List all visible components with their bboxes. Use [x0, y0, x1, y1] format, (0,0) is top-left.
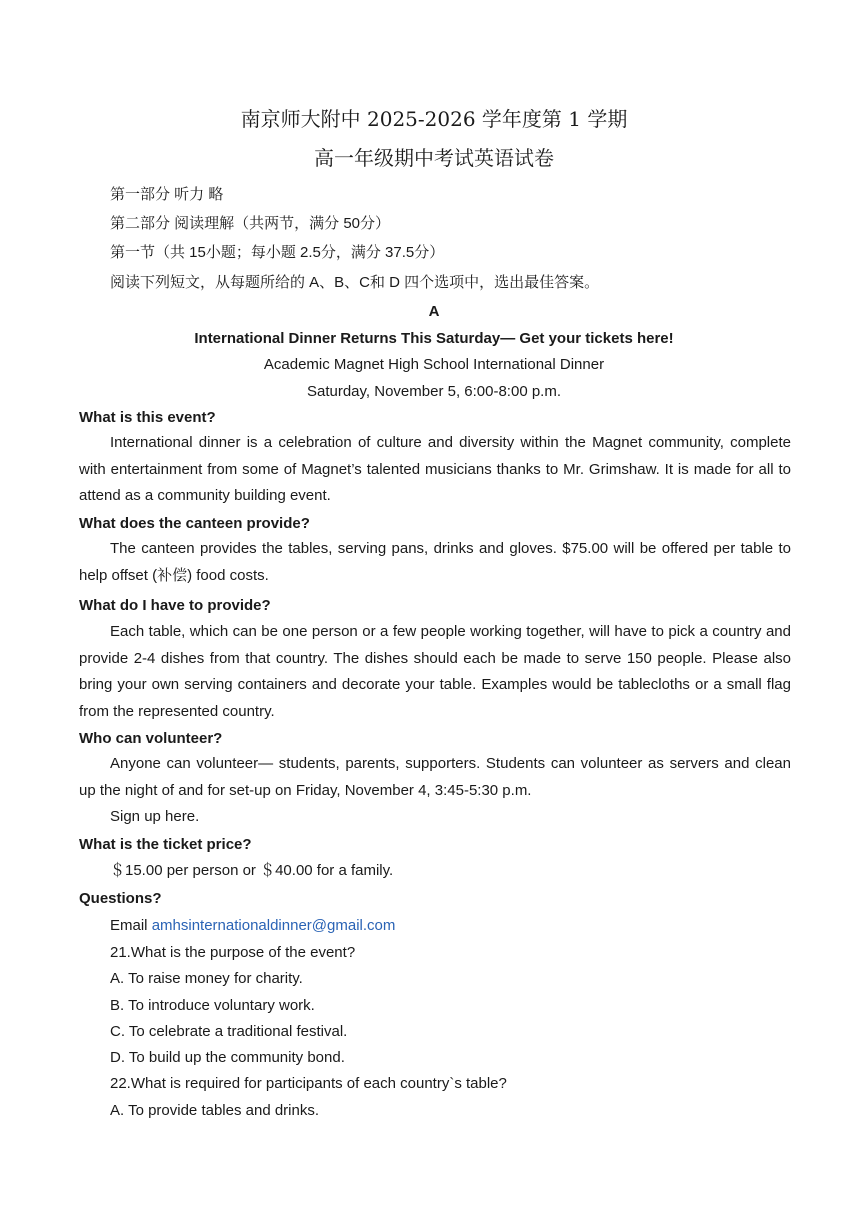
question-option: B. To introduce voluntary work. — [110, 997, 315, 1014]
passage-label: A — [428, 303, 440, 320]
question-option: C. To celebrate a traditional festival. — [110, 1023, 348, 1040]
question-option: D. To build up the community bond. — [110, 1049, 345, 1066]
section-heading: Questions? — [79, 890, 162, 907]
question-option: A. To raise money for charity. — [110, 970, 303, 987]
question-option: A. To provide tables and drinks. — [110, 1102, 320, 1119]
section-text: Anyone can volunteer— students, parents, supporters. Students can volunteer as servers and clean up the night of and for set-up on Friday, November 4, 3:45-5:30 p.m. — [79, 755, 791, 799]
section-text: International dinner is a celebration of culture and diversity within the Magnet community, complete with entertainment from some of Magnet’s talented musicians thanks to Mr. Grimshaw. It is made for all to attend as a community building event. — [79, 434, 791, 504]
part2-heading: 第二部分 阅读理解（共两节，满分 50分） — [110, 215, 391, 232]
signup-text[interactable]: Sign up here. — [110, 808, 200, 825]
exam-title: 南京师大附中 2025-2026 学年度第 1 学期 — [240, 107, 628, 131]
part1-heading: 第一部分 听力 略 — [110, 186, 224, 203]
passage-headline: International Dinner Returns This Saturday— Get your tickets here! — [194, 330, 674, 347]
email-prefix: Email — [110, 917, 152, 934]
instruction: 阅读下列短文，从每题所给的 A、B、C和 D 四个选项中，选出最佳答案。 — [110, 274, 600, 291]
email-line — [110, 916, 395, 936]
section-heading: What is the ticket price? — [79, 836, 252, 853]
passage-date: Saturday, November 5, 6:00-8:00 p.m. — [306, 383, 562, 400]
section-text: The canteen provides the tables, serving pans, drinks and gloves. $75.00 will be offered per table to help offset (补偿) food costs. — [79, 540, 791, 584]
question-stem: 21.What is the purpose of the event? — [110, 944, 356, 961]
passage-subtitle: Academic Magnet High School International Dinner — [263, 356, 605, 373]
exam-subtitle: 高一年级期中考试英语试卷 — [314, 146, 554, 170]
section-heading: What is this event? — [79, 409, 216, 426]
section-heading: What does the canteen provide? — [79, 515, 310, 532]
section-heading: Who can volunteer? — [79, 730, 223, 747]
ticket-price-text: ＄15.00 per person or ＄40.00 for a family. — [110, 862, 394, 879]
section1-heading: 第一节（共 15小题；每小题 2.5分，满分 37.5分） — [110, 244, 445, 261]
question-stem: 22.What is required for participants of each country`s table? — [110, 1075, 507, 1092]
section-heading: What do I have to provide? — [79, 597, 271, 614]
email-link[interactable]: amhsinternationaldinner@gmail.com — [151, 917, 396, 934]
section-text: Each table, which can be one person or a few people working together, will have to pick a country and provide 2-4 dishes from that country. The dishes should each be made to serve 150 people. Please also bring your own serving containers and decorate your table. Examples would be tablecloths or a small flag from the represented country. — [79, 623, 791, 720]
